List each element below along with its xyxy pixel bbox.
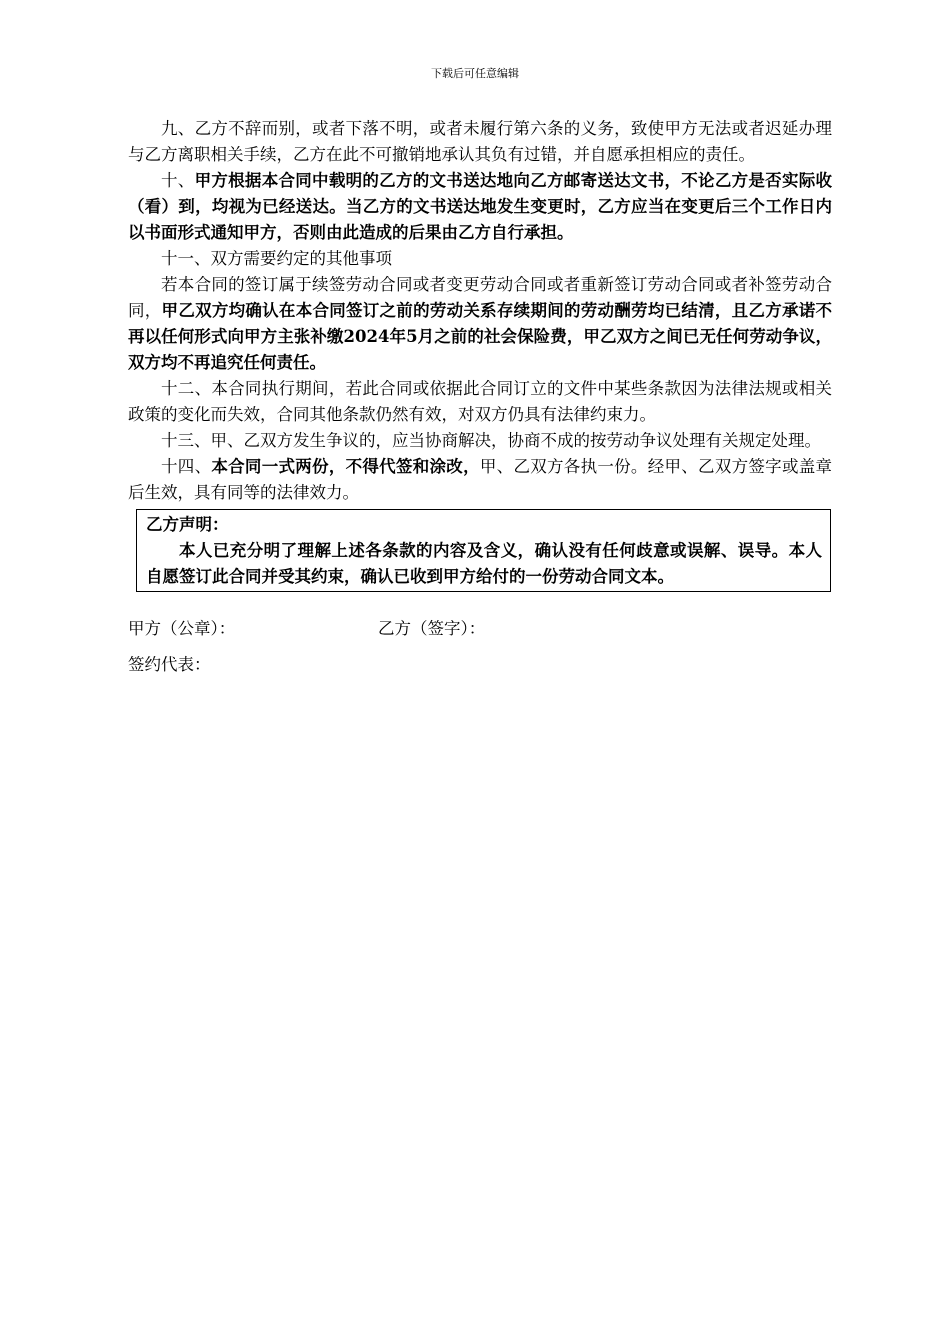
clause-14-text: 甲、乙双方各执一份。经甲、乙双方签字或盖章后生效，具有同等的法律效力。 [128, 457, 833, 502]
clause-11-body [128, 272, 832, 376]
clause-10-bold-text: 甲方根据本合同中载明的乙方的文书送达地向乙方邮寄送达文书，不论乙方是否实际收（看）到，均视为已经送达。当乙方的文书送达地发生变更时，乙方应当在变更后三个工作日内以书面形式通知甲方，否则由此造成的后果由乙方自行承担。 [128, 171, 833, 242]
clause-14-number: 十四、 [161, 457, 212, 476]
clause-11-title: 十一、双方需要约定的其他事项 [161, 249, 392, 268]
clause-14 [128, 454, 832, 506]
clause-13: 十三、甲、乙双方发生争议的，应当协商解决，协商不成的按劳动争议处理有关规定处理。 [161, 431, 821, 450]
clause-11-text: 若本合同的签订属于续签劳动合同或者变更劳动合同或者重新签订劳动合同或者补签劳动合同， [128, 275, 832, 320]
declaration-text: 本人已充分明了理解上述各条款的内容及含义，确认没有任何歧意或误解、误导。本人自愿签订此合同并受其约束，确认已收到甲方给付的一份劳动合同文本。 [146, 541, 822, 586]
clause-9: 九、乙方不辞而别，或者下落不明，或者未履行第六条的义务，致使甲方无法或者迟延办理与乙方离职相关手续，乙方在此不可撤销地承认其负有过错，并自愿承担相应的责任。 [128, 119, 832, 164]
clause-10 [128, 168, 832, 246]
declaration-title: 乙方声明： [146, 515, 229, 534]
party-b-signature-label: 乙方（签字）： [378, 619, 486, 638]
clause-12: 十二、本合同执行期间，若此合同或依据此合同订立的文件中某些条款因为法律法规或相关政策的变化而失效，合同其他条款仍然有效，对双方仍具有法律约束力。 [128, 379, 832, 424]
clause-10-number: 十、 [161, 171, 195, 190]
signature-line [128, 616, 832, 642]
party-b-declaration-box [136, 509, 831, 592]
clause-14-bold-text: 本合同一式两份，不得代签和涂改， [211, 457, 480, 476]
clause-11-bold-text: 甲乙双方均确认在本合同签订之前的劳动关系存续期间的劳动酬劳均已结清，且乙方承诺不再以任何形式向甲方主张补缴2024年5月之前的社会保险费，甲乙双方之间已无任何劳动争议，双方均不再追究任何责任。 [128, 301, 833, 372]
page-header: 下载后可任意编辑 [431, 67, 519, 80]
contract-body [128, 116, 832, 678]
signing-representative-label: 签约代表： [128, 655, 211, 674]
party-a-seal-label: 甲方（公章）： [128, 619, 236, 638]
